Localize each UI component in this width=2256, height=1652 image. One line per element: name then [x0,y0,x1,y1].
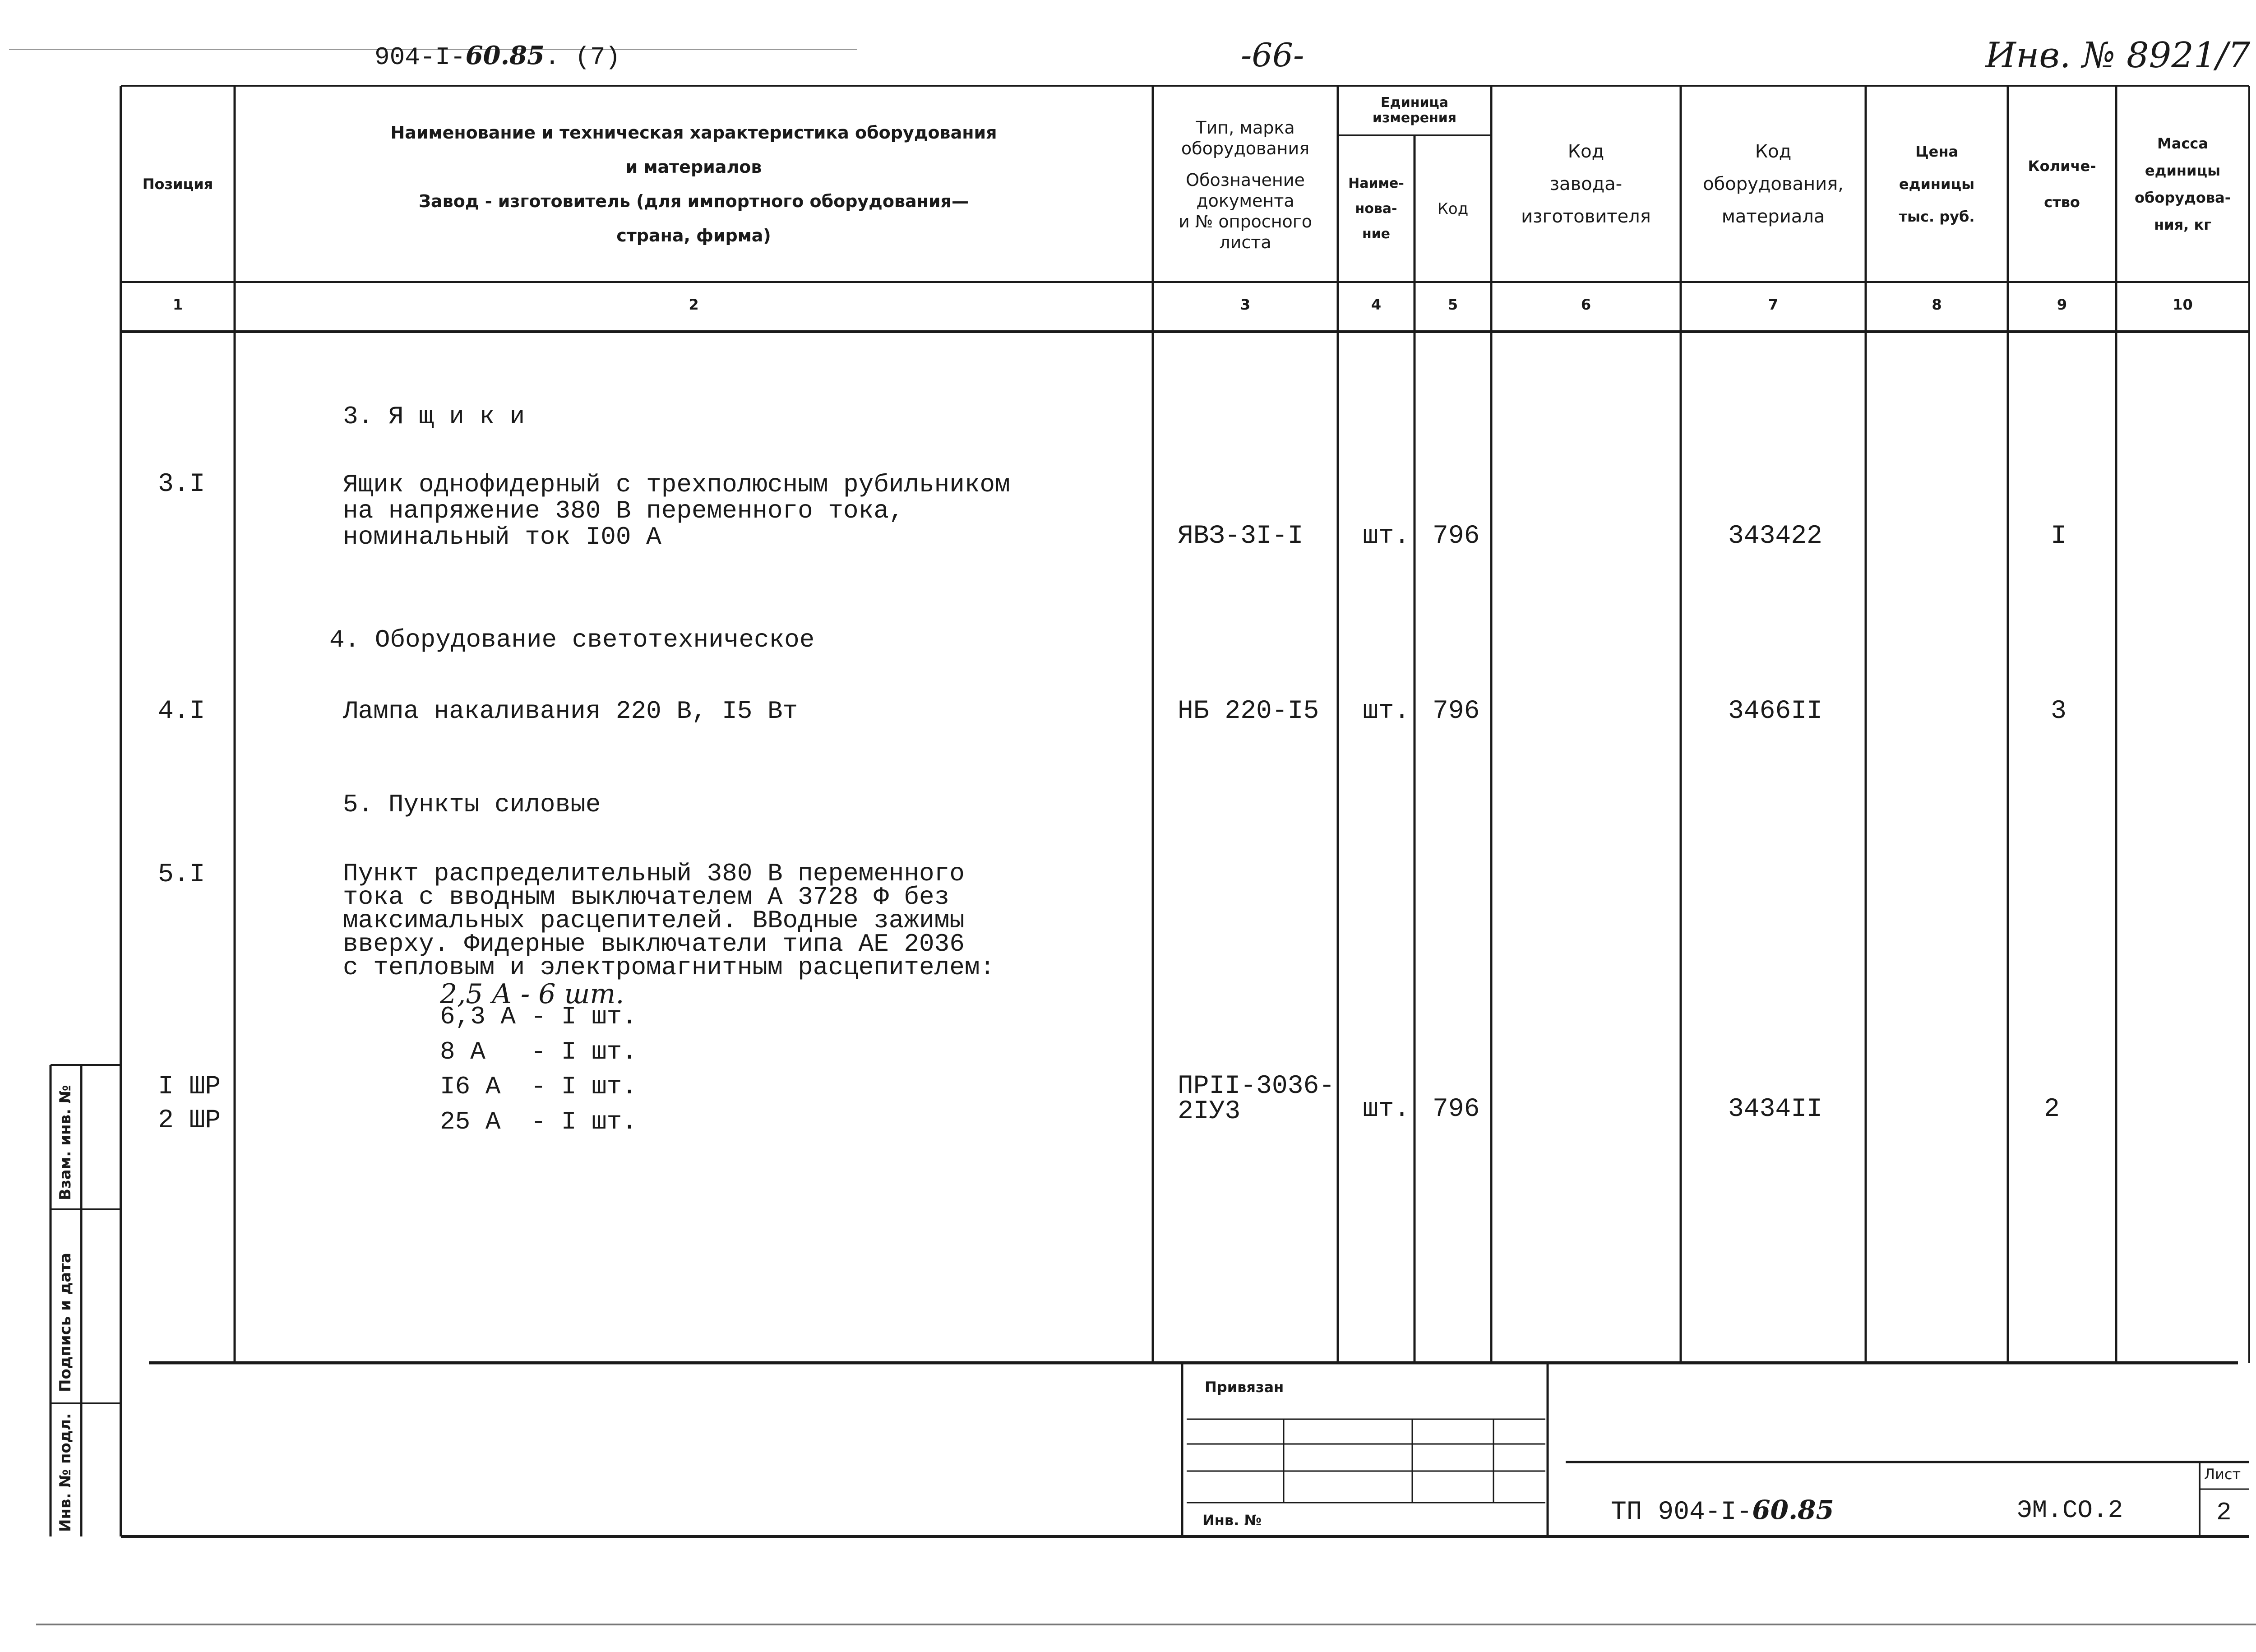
column-number: 4 [1371,296,1382,313]
header-name-line: Завод - изготовитель (для импортного оборудования— [419,191,969,211]
header-name-line: страна, фирма) [616,225,771,245]
header-unit-name-line: Наиме- [1348,175,1404,191]
header-mass-line: единицы [2145,162,2221,179]
header-quantity-line: ство [2044,193,2080,211]
breaker-line: 25 А - I шт. [440,1107,637,1136]
sheet-number: 2 [2216,1498,2232,1527]
breaker-line: 8 А - I шт. [440,1037,637,1066]
header-quantity [2008,86,2116,282]
header-type-line: оборудования [1181,139,1310,158]
row-description: Ящик однофидерный с трехполюсным рубильником на напряжение 380 В переменного тока, номинальный ток I00 А [343,470,1010,551]
header-price-line: единицы [1899,175,1975,193]
header-equipment-code-line: оборудования, [1703,173,1844,194]
column-number: 2 [689,296,699,313]
header-unit-group [1338,88,1491,133]
header-unit-group-line: Единица [1381,95,1448,111]
section-title: 5. Пункты силовые [343,790,601,819]
attached-label: Привязан [1205,1379,1284,1396]
header-type-line: Тип, марка [1196,118,1295,138]
column-number: 3 [1240,296,1251,313]
header-unit-name-line: нова- [1355,200,1397,217]
header-factory-code [1491,86,1681,282]
side-label-sign-date: Подпись и дата [56,1253,74,1392]
section-title: 4. Оборудование светотехническое [329,625,815,654]
breaker-line: I6 А - I шт. [440,1072,637,1101]
breaker-handwritten: 2,5 А - 6 шт. [440,978,624,1010]
row-description: Пункт распределительный 380 В переменного тока с вводным выключателем А 3728 Ф без максимальных расцепителей. ВВодные зажимы вверху. Фидерные выключатели типа АЕ 2036 с тепловым и электромагнитным расцепителем: [343,859,995,982]
header-mass-line: ния, кг [2154,216,2211,233]
header-name-line: Наименование и техническая характеристика оборудования [390,122,997,143]
header-type-line: Обозначение [1186,170,1305,190]
row-quantity: 3 [2051,697,2066,726]
header-factory-code-line: изготовителя [1521,206,1651,227]
inventory-number: Инв. № 8921/7 [1985,35,2251,76]
doc-code-handwritten: 60.85 [465,41,545,70]
header-name-line: и материалов [625,157,762,177]
doc-code-suffix: . (7) [545,43,621,72]
row-unit-code: 796 [1433,1095,1480,1124]
inv-no-label: Инв. № [1202,1512,1262,1529]
row-type: ПРII-3036- 2IУ3 [1178,1072,1335,1126]
row-equipment-code: 3434II [1728,1095,1822,1124]
section-title: 3. Я щ и к и [343,402,525,431]
doc-section-code: ЭМ.СО.2 [2017,1496,2123,1525]
header-unit-code-label: Код [1437,199,1469,218]
row-description: Лампа накаливания 220 В, I5 Вт [343,697,798,726]
row-unit: шт. [1363,1095,1410,1124]
header-price-line: Цена [1915,143,1959,160]
column-number: 6 [1581,296,1591,313]
header-equipment-code-line: материала [1721,206,1825,227]
header-type-line: и № опросного [1178,212,1313,231]
header-mass-line: оборудова- [2134,189,2231,206]
header-factory-code-line: завода- [1549,173,1623,194]
header-factory-code-line: Код [1567,141,1604,162]
row-unit-code: 796 [1433,697,1480,726]
doc-id-handwritten: 60.85 [1752,1495,1834,1525]
row-position: 4.I [158,697,205,726]
sheet-label: Лист [2204,1466,2241,1483]
column-number: 9 [2057,296,2067,313]
column-number: 8 [1932,296,1942,313]
row-quantity: I [2051,522,2066,551]
row-type: ЯВЗ-3I-I [1178,522,1304,551]
header-position [121,86,235,282]
doc-code-typed: 904-I- [374,43,466,72]
header-price [1866,86,2008,282]
header-type [1153,95,1338,275]
row-equipment-code: 3466II [1728,697,1822,726]
side-label-replace-inv: Взам. инв. № [56,1085,74,1200]
doc-id-typed: ТП 904-I- [1611,1498,1752,1527]
header-equipment-code [1681,86,1866,282]
row-type: НБ 220-I5 [1178,697,1319,726]
row-unit: шт. [1363,697,1410,726]
column-number: 10 [2173,296,2193,313]
header-unit-name-line: ние [1362,226,1391,242]
sub-position: I ШР [158,1072,221,1101]
header-unit-group-line: измерения [1372,110,1457,126]
row-unit: шт. [1363,522,1410,551]
doc-id [1611,1495,1834,1527]
column-number: 5 [1447,296,1458,313]
side-label-inv-orig: Инв. № подл. [56,1413,74,1532]
header-equipment-code-line: Код [1755,141,1792,162]
header-mass [2116,86,2249,282]
row-position: 5.I [158,860,205,889]
row-equipment-code: 343422 [1728,522,1822,551]
header-unit-name [1338,135,1415,282]
page-number: -66- [1241,36,1304,74]
row-position: 3.I [158,470,205,499]
header-unit-code [1415,135,1491,282]
breaker-line: 6,3 А - I шт. [440,1002,637,1031]
doc-code [374,41,620,72]
sub-position: 2 ШР [158,1106,221,1135]
column-number: 7 [1768,296,1779,313]
header-type-line: документа [1196,191,1294,211]
header-position-label: Позиция [142,175,213,193]
row-unit-code: 796 [1433,522,1480,551]
header-quantity-line: Количе- [2028,157,2096,175]
header-price-line: тыс. руб. [1899,208,1975,225]
header-mass-line: Масса [2157,134,2208,152]
row-quantity: 2 [2044,1095,2060,1124]
column-number: 1 [172,296,183,313]
header-type-line: листа [1219,232,1271,252]
header-name [235,86,1153,282]
